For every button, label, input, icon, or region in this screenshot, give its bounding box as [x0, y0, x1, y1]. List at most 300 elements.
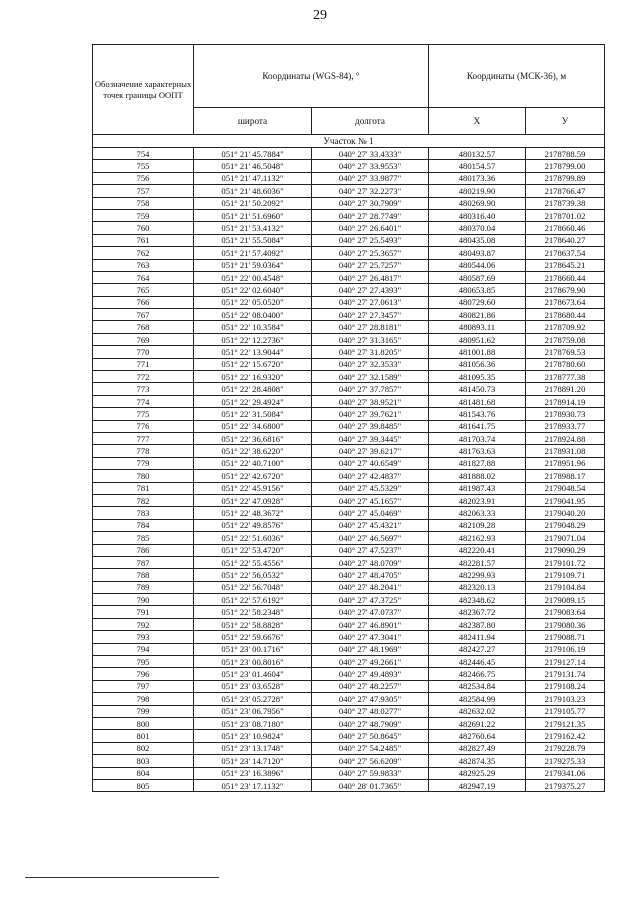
table-row: [93, 321, 605, 333]
latitude: 051° 22' 56.0532": [194, 569, 312, 581]
table-row: [93, 693, 605, 705]
table-row: [93, 643, 605, 655]
longitude: 040° 27' 27.0613": [312, 296, 429, 308]
y-coordinate: 2178777.38: [526, 371, 605, 383]
header-wgs84: Координаты (WGS-84), °: [194, 45, 429, 108]
y-coordinate: 2179080.36: [526, 618, 605, 630]
x-coordinate: 482947.19: [429, 779, 526, 791]
longitude: 040° 27' 45.4321": [312, 519, 429, 531]
table-row: [93, 680, 605, 692]
point-id: 779: [93, 457, 194, 469]
table-row: [93, 296, 605, 308]
latitude: 051° 22' 45.9156": [194, 482, 312, 494]
y-coordinate: 2178891.20: [526, 383, 605, 395]
y-coordinate: 2178637.54: [526, 247, 605, 259]
table-row: [93, 457, 605, 469]
latitude: 051° 22' 36.6816": [194, 432, 312, 444]
y-coordinate: 2178933.77: [526, 420, 605, 432]
y-coordinate: 2178645.21: [526, 259, 605, 271]
y-coordinate: 2179162.42: [526, 730, 605, 742]
longitude: 040° 27' 28.7749": [312, 209, 429, 221]
y-coordinate: 2178799.00: [526, 160, 605, 172]
longitude: 040° 27' 48.2257": [312, 680, 429, 692]
point-id: 780: [93, 470, 194, 482]
x-coordinate: 480729.60: [429, 296, 526, 308]
point-id: 764: [93, 271, 194, 283]
y-coordinate: 2179083.64: [526, 606, 605, 618]
table-row: [93, 408, 605, 420]
y-coordinate: 2179048.54: [526, 482, 605, 494]
point-id: 760: [93, 222, 194, 234]
x-coordinate: 480173.36: [429, 172, 526, 184]
latitude: 051° 23' 17.1132": [194, 779, 312, 791]
x-coordinate: 482446.45: [429, 656, 526, 668]
latitude: 051° 21' 59.0364": [194, 259, 312, 271]
longitude: 040° 27' 39.3445": [312, 432, 429, 444]
longitude: 040° 27' 25.5493": [312, 234, 429, 246]
y-coordinate: 2178924.88: [526, 432, 605, 444]
longitude: 040° 27' 32.1589": [312, 371, 429, 383]
y-coordinate: 2178759.08: [526, 333, 605, 345]
y-coordinate: 2178988.17: [526, 470, 605, 482]
point-id: 786: [93, 544, 194, 556]
latitude: 051° 23' 16.3896": [194, 767, 312, 779]
x-coordinate: 481481.68: [429, 395, 526, 407]
y-coordinate: 2178914.19: [526, 395, 605, 407]
point-id: 761: [93, 234, 194, 246]
y-coordinate: 2178780.60: [526, 358, 605, 370]
longitude: 040° 27' 28.8181": [312, 321, 429, 333]
longitude: 040° 27' 54.2485": [312, 742, 429, 754]
latitude: 051° 22' 57.6192": [194, 594, 312, 606]
x-coordinate: 482348.62: [429, 594, 526, 606]
table-row: [93, 730, 605, 742]
latitude: 051° 22' 47.0928": [194, 494, 312, 506]
table-row: [93, 618, 605, 630]
point-id: 768: [93, 321, 194, 333]
longitude: 040° 27' 26.6401": [312, 222, 429, 234]
point-id: 797: [93, 680, 194, 692]
header-msk36: Координаты (МСК-36), м: [429, 45, 605, 108]
latitude: 051° 23' 03.6528": [194, 680, 312, 692]
table-row: [93, 259, 605, 271]
point-id: 774: [93, 395, 194, 407]
table-row: [93, 371, 605, 383]
point-id: 757: [93, 185, 194, 197]
latitude: 051° 23' 06.7956": [194, 705, 312, 717]
x-coordinate: 480821.86: [429, 309, 526, 321]
point-id: 767: [93, 309, 194, 321]
table-row: [93, 247, 605, 259]
point-id: 805: [93, 779, 194, 791]
table-row: [93, 581, 605, 593]
point-id: 795: [93, 656, 194, 668]
point-id: 789: [93, 581, 194, 593]
point-id: 785: [93, 532, 194, 544]
latitude: 051° 22' 05.0520": [194, 296, 312, 308]
y-coordinate: 2179090.29: [526, 544, 605, 556]
header-designation: Обозначение характерных точек границы ООПТ: [93, 45, 194, 135]
y-coordinate: 2179089.15: [526, 594, 605, 606]
header-y: У: [526, 108, 605, 135]
y-coordinate: 2178660.46: [526, 222, 605, 234]
x-coordinate: 480370.04: [429, 222, 526, 234]
table-row: [93, 222, 605, 234]
x-coordinate: 482109.28: [429, 519, 526, 531]
longitude: 040° 27' 48.0277": [312, 705, 429, 717]
longitude: 040° 27' 32.2273": [312, 185, 429, 197]
point-id: 755: [93, 160, 194, 172]
longitude: 040° 27' 48.7909": [312, 717, 429, 729]
latitude: 051° 23' 13.1748": [194, 742, 312, 754]
x-coordinate: 482925.29: [429, 767, 526, 779]
point-id: 770: [93, 346, 194, 358]
table-row: [93, 383, 605, 395]
x-coordinate: 480316.40: [429, 209, 526, 221]
header-row-main: [93, 45, 605, 108]
y-coordinate: 2179103.23: [526, 693, 605, 705]
longitude: 040° 27' 45.1657": [312, 494, 429, 506]
point-id: 798: [93, 693, 194, 705]
x-coordinate: 481056.36: [429, 358, 526, 370]
table-row: [93, 507, 605, 519]
table-row: [93, 532, 605, 544]
x-coordinate: 480544.06: [429, 259, 526, 271]
table-row: [93, 656, 605, 668]
longitude: 040° 27' 39.7621": [312, 408, 429, 420]
y-coordinate: 2178640.27: [526, 234, 605, 246]
latitude: 051° 23' 08.7180": [194, 717, 312, 729]
y-coordinate: 2179106.19: [526, 643, 605, 655]
y-coordinate: 2179041.95: [526, 494, 605, 506]
table-row: [93, 755, 605, 767]
x-coordinate: 480587.69: [429, 271, 526, 283]
x-coordinate: 480951.62: [429, 333, 526, 345]
page-number: 29: [313, 8, 327, 23]
table-row: [93, 470, 605, 482]
x-coordinate: 482023.91: [429, 494, 526, 506]
latitude: 051° 22' 31.5084": [194, 408, 312, 420]
table-row: [93, 705, 605, 717]
y-coordinate: 2178931.08: [526, 445, 605, 457]
table-row: [93, 271, 605, 283]
table-row: [93, 544, 605, 556]
x-coordinate: 480435.08: [429, 234, 526, 246]
y-coordinate: 2178680.44: [526, 309, 605, 321]
point-id: 769: [93, 333, 194, 345]
x-coordinate: 482874.35: [429, 755, 526, 767]
table-row: [93, 432, 605, 444]
x-coordinate: 480132.57: [429, 148, 526, 160]
point-id: 765: [93, 284, 194, 296]
point-id: 782: [93, 494, 194, 506]
table-row: [93, 209, 605, 221]
longitude: 040° 27' 47.3725": [312, 594, 429, 606]
latitude: 051° 22' 15.6720": [194, 358, 312, 370]
longitude: 040° 27' 27.4393": [312, 284, 429, 296]
point-id: 762: [93, 247, 194, 259]
x-coordinate: 480219.90: [429, 185, 526, 197]
section-row: [93, 135, 605, 148]
point-id: 783: [93, 507, 194, 519]
latitude: 051° 21' 51.6960": [194, 209, 312, 221]
longitude: 040° 27' 48.2041": [312, 581, 429, 593]
x-coordinate: 481827.88: [429, 457, 526, 469]
longitude: 040° 27' 56.6209": [312, 755, 429, 767]
section-title: Участок № 1: [93, 135, 605, 148]
x-coordinate: 482299.93: [429, 569, 526, 581]
point-id: 800: [93, 717, 194, 729]
y-coordinate: 2178660.44: [526, 271, 605, 283]
longitude: 040° 27' 39.8485": [312, 420, 429, 432]
latitude: 051° 22' 29.4924": [194, 395, 312, 407]
y-coordinate: 2179048.29: [526, 519, 605, 531]
x-coordinate: 481763.63: [429, 445, 526, 457]
longitude: 040° 27' 48.0709": [312, 556, 429, 568]
x-coordinate: 482584.99: [429, 693, 526, 705]
y-coordinate: 2179109.71: [526, 569, 605, 581]
table-row: [93, 668, 605, 680]
table-row: [93, 172, 605, 184]
longitude: 040° 27' 47.3041": [312, 631, 429, 643]
point-id: 777: [93, 432, 194, 444]
latitude: 051° 21' 47.1132": [194, 172, 312, 184]
longitude: 040° 27' 49.2661": [312, 656, 429, 668]
table-row: [93, 556, 605, 568]
latitude: 051° 21' 55.5084": [194, 234, 312, 246]
y-coordinate: 2179105.77: [526, 705, 605, 717]
y-coordinate: 2178799.89: [526, 172, 605, 184]
latitude: 051° 22' 13.9044": [194, 346, 312, 358]
x-coordinate: 481641.75: [429, 420, 526, 432]
latitude: 051° 21' 46.5048": [194, 160, 312, 172]
footnote-rule: [25, 877, 219, 878]
table-row: [93, 482, 605, 494]
table-row: [93, 333, 605, 345]
y-coordinate: 2178951.96: [526, 457, 605, 469]
table-row: [93, 594, 605, 606]
latitude: 051° 22' 56.7048": [194, 581, 312, 593]
y-coordinate: 2179131.74: [526, 668, 605, 680]
x-coordinate: 482367.72: [429, 606, 526, 618]
longitude: 040° 27' 33.4333": [312, 148, 429, 160]
longitude: 040° 27' 48.4705": [312, 569, 429, 581]
latitude: 051° 21' 48.6036": [194, 185, 312, 197]
y-coordinate: 2178769.53: [526, 346, 605, 358]
table-row: [93, 148, 605, 160]
latitude: 051° 21' 50.2092": [194, 197, 312, 209]
table-row: [93, 742, 605, 754]
longitude: 040° 27' 47.5237": [312, 544, 429, 556]
point-id: 792: [93, 618, 194, 630]
longitude: 040° 27' 39.6217": [312, 445, 429, 457]
latitude: 051° 22' 58.8828": [194, 618, 312, 630]
point-id: 802: [93, 742, 194, 754]
latitude: 051° 22' 10.3584": [194, 321, 312, 333]
table-row: [93, 767, 605, 779]
x-coordinate: 482760.64: [429, 730, 526, 742]
latitude: 051° 23' 05.2728": [194, 693, 312, 705]
table-row: [93, 569, 605, 581]
latitude: 051° 22' 12.2736": [194, 333, 312, 345]
point-id: 803: [93, 755, 194, 767]
x-coordinate: 482411.94: [429, 631, 526, 643]
longitude: 040° 27' 50.8645": [312, 730, 429, 742]
x-coordinate: 481001.88: [429, 346, 526, 358]
table-row: [93, 346, 605, 358]
point-id: 796: [93, 668, 194, 680]
table-row: [93, 197, 605, 209]
x-coordinate: 482162.93: [429, 532, 526, 544]
longitude: 040° 27' 48.1969": [312, 643, 429, 655]
coordinates-table: [92, 44, 605, 792]
y-coordinate: 2179121.35: [526, 717, 605, 729]
longitude: 040° 27' 27.3457": [312, 309, 429, 321]
longitude: 040° 27' 33.9877": [312, 172, 429, 184]
x-coordinate: 481543.76: [429, 408, 526, 420]
y-coordinate: 2179040.20: [526, 507, 605, 519]
latitude: 051° 23' 00.8016": [194, 656, 312, 668]
table-row: [93, 717, 605, 729]
x-coordinate: 481987.43: [429, 482, 526, 494]
x-coordinate: 482320.13: [429, 581, 526, 593]
longitude: 040° 27' 45.0469": [312, 507, 429, 519]
point-id: 754: [93, 148, 194, 160]
longitude: 040° 27' 45.5329": [312, 482, 429, 494]
table-row: [93, 519, 605, 531]
x-coordinate: 482063.33: [429, 507, 526, 519]
longitude: 040° 27' 40.6549": [312, 457, 429, 469]
x-coordinate: 482632.02: [429, 705, 526, 717]
x-coordinate: 482534.84: [429, 680, 526, 692]
point-id: 756: [93, 172, 194, 184]
longitude: 040° 27' 47.0737": [312, 606, 429, 618]
point-id: 758: [93, 197, 194, 209]
longitude: 040° 27' 47.9305": [312, 693, 429, 705]
point-id: 775: [93, 408, 194, 420]
table-row: [93, 779, 605, 791]
table-row: [93, 160, 605, 172]
latitude: 051° 23' 01.4604": [194, 668, 312, 680]
header-latitude: широта: [194, 108, 312, 135]
longitude: 040° 27' 33.9553": [312, 160, 429, 172]
point-id: 781: [93, 482, 194, 494]
point-id: 794: [93, 643, 194, 655]
latitude: 051° 22' 42.6720": [194, 470, 312, 482]
point-id: 776: [93, 420, 194, 432]
y-coordinate: 2178673.64: [526, 296, 605, 308]
y-coordinate: 2179341.06: [526, 767, 605, 779]
x-coordinate: 480493.87: [429, 247, 526, 259]
y-coordinate: 2178930.73: [526, 408, 605, 420]
latitude: 051° 22' 55.4556": [194, 556, 312, 568]
table-row: [93, 631, 605, 643]
latitude: 051° 22' 08.0400": [194, 309, 312, 321]
table-row: [93, 445, 605, 457]
point-id: 804: [93, 767, 194, 779]
point-id: 772: [93, 371, 194, 383]
y-coordinate: 2179228.79: [526, 742, 605, 754]
point-id: 788: [93, 569, 194, 581]
x-coordinate: 480269.90: [429, 197, 526, 209]
x-coordinate: 480154.57: [429, 160, 526, 172]
latitude: 051° 21' 57.4092": [194, 247, 312, 259]
x-coordinate: 481888.02: [429, 470, 526, 482]
point-id: 784: [93, 519, 194, 531]
x-coordinate: 481095.35: [429, 371, 526, 383]
longitude: 040° 27' 49.4893": [312, 668, 429, 680]
longitude: 040° 27' 25.7257": [312, 259, 429, 271]
point-id: 773: [93, 383, 194, 395]
longitude: 040° 27' 42.4837": [312, 470, 429, 482]
x-coordinate: 482220.41: [429, 544, 526, 556]
table-row: [93, 309, 605, 321]
latitude: 051° 22' 40.7100": [194, 457, 312, 469]
latitude: 051° 23' 10.9824": [194, 730, 312, 742]
header-x: X: [429, 108, 526, 135]
longitude: 040° 27' 30.7909": [312, 197, 429, 209]
longitude: 040° 27' 25.3657": [312, 247, 429, 259]
longitude: 040° 27' 46.5697": [312, 532, 429, 544]
point-id: 790: [93, 594, 194, 606]
x-coordinate: 482281.57: [429, 556, 526, 568]
y-coordinate: 2179108.24: [526, 680, 605, 692]
y-coordinate: 2178679.90: [526, 284, 605, 296]
x-coordinate: 480653.85: [429, 284, 526, 296]
latitude: 051° 22' 02.6040": [194, 284, 312, 296]
x-coordinate: 481703.74: [429, 432, 526, 444]
table-row: [93, 358, 605, 370]
latitude: 051° 22' 38.6220": [194, 445, 312, 457]
latitude: 051° 21' 45.7884": [194, 148, 312, 160]
table-row: [93, 606, 605, 618]
longitude: 040° 27' 31.3165": [312, 333, 429, 345]
table-row: [93, 494, 605, 506]
latitude: 051° 22' 58.2348": [194, 606, 312, 618]
point-id: 766: [93, 296, 194, 308]
longitude: 040° 27' 37.7857": [312, 383, 429, 395]
longitude: 040° 27' 31.8205": [312, 346, 429, 358]
y-coordinate: 2179104.84: [526, 581, 605, 593]
y-coordinate: 2179071.04: [526, 532, 605, 544]
point-id: 759: [93, 209, 194, 221]
x-coordinate: 481450.73: [429, 383, 526, 395]
y-coordinate: 2178709.92: [526, 321, 605, 333]
longitude: 040° 27' 32.3533": [312, 358, 429, 370]
y-coordinate: 2179275.33: [526, 755, 605, 767]
latitude: 051° 22' 53.4720": [194, 544, 312, 556]
latitude: 051° 22' 49.8576": [194, 519, 312, 531]
point-id: 801: [93, 730, 194, 742]
point-id: 771: [93, 358, 194, 370]
longitude: 040° 27' 38.9521": [312, 395, 429, 407]
latitude: 051° 22' 16.9320": [194, 371, 312, 383]
y-coordinate: 2178788.59: [526, 148, 605, 160]
x-coordinate: 482827.49: [429, 742, 526, 754]
latitude: 051° 21' 53.4132": [194, 222, 312, 234]
table-row: [93, 284, 605, 296]
latitude: 051° 22' 28.4808": [194, 383, 312, 395]
y-coordinate: 2178766.47: [526, 185, 605, 197]
header-longitude: долгота: [312, 108, 429, 135]
latitude: 051° 23' 00.1716": [194, 643, 312, 655]
longitude: 040° 27' 59.9833": [312, 767, 429, 779]
table-row: [93, 234, 605, 246]
latitude: 051° 22' 59.6676": [194, 631, 312, 643]
point-id: 799: [93, 705, 194, 717]
longitude: 040° 27' 26.4817": [312, 271, 429, 283]
x-coordinate: 482427.27: [429, 643, 526, 655]
